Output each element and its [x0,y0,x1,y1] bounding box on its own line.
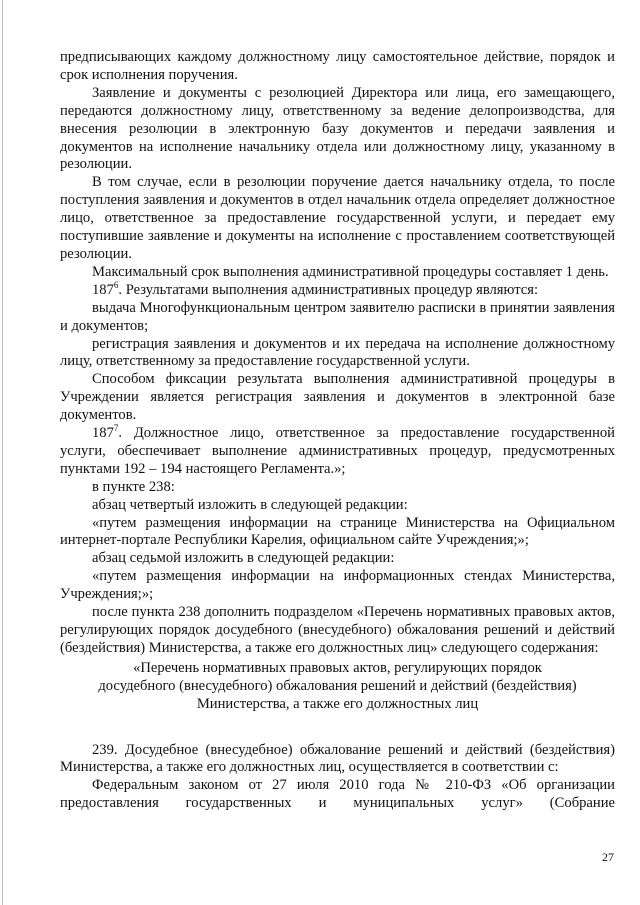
paragraph-text: «путем размещения информации на странице Министерства на Официальном интернет-портале Республики Карелия, официальном сайте Учреждения;»; [60,514,615,549]
paragraph-list-after [60,742,615,814]
paragraph [60,777,615,813]
paragraph-text: после пункта 238 дополнить подразделом «Перечень нормативных правовых актов, регулирующих порядок досудебного (внесудебного) обжалования решений и действий (бездействия) Министерства, а также его должностных лиц» следующего содержания: [60,604,615,656]
paragraph-text: абзац седьмой изложить в следующей редакции: [92,550,395,567]
paragraph-text: «путем размещения информации на информационных стендах Министерства, Учреждения;»; [60,568,615,603]
paragraph [60,174,615,264]
paragraph [60,425,615,479]
section-heading [60,660,615,714]
paragraph [60,49,615,85]
paragraph [60,479,615,497]
section-heading-line: досудебного (внесудебного) обжалования решений и действий (бездействия) [98,677,577,694]
document-body [60,49,615,813]
paragraph-text: Максимальный срок выполнения административной процедуры составляет 1 день. [92,263,609,280]
paragraph [60,497,615,515]
paragraph-text: В том случае, если в резолюции поручение дается начальнику отдела, то после поступления заявления и документов в отдел начальник отдела определяет должностное лицо, ответственное за предоставление государственной услуги, и передает ему поступившие заявление и документы на исполнение с проставлением соответствующей резолюции. [60,174,615,262]
paragraph [60,742,615,778]
paragraph-text: предписывающих каждому должностному лицу самостоятельное действие, порядок и срок исполнения поручения. [60,49,615,83]
paragraph-text: . Результатами выполнения административных процедур являются: [118,281,539,298]
clause-number: 187 [92,425,114,442]
clause-superscript: 6 [113,279,119,290]
paragraph-text: регистрация заявления и документов и их передача на исполнение должностному лицу, ответственному за предоставление государственной услуги. [60,335,615,370]
paragraph-text: абзац четвертый изложить в следующей редакции: [92,496,408,513]
paragraph [60,515,615,551]
paragraph [60,85,615,175]
paragraph [60,604,615,658]
paragraph [60,264,615,282]
page-number: 27 [602,850,614,864]
paragraph [60,550,615,568]
paragraph [60,279,615,300]
spacer [60,714,615,742]
paragraph-text: выдача Многофункциональным центром заявителю расписки в принятии заявления и документов; [60,299,615,334]
paragraph [60,300,615,336]
paragraph-text: Заявление и документы с резолюцией Директора или лица, его замещающего, передаются должностному лицу, ответственному за ведение делопроизводства, для внесения резолюции в электронную базу документов и передачи заявления и документов на исполнение начальнику отдела или должностному лицу, указанному в резолюции. [60,84,615,173]
paragraph [60,336,615,372]
paragraph-text: в пункте 238: [92,478,175,495]
paragraph-list [60,49,615,658]
paragraph-text: 239. Досудебное (внесудебное) обжалование решений и действий (бездействия) Министерства, а также его должностных лиц, осуществляется в соответствии с: [60,741,615,776]
paragraph-text: Федеральным законом от 27 июля 2010 года № 210-ФЗ «Об организации предоставления государственных и муниципальных услуг» (Собрание [60,777,615,812]
paragraph-text: . Должностное лицо, ответственное за предоставление государственной услуги, обеспечивает выполнение административных процедур, предусмотренных пунктами 192 – 194 настоящего Регламента.»; [60,425,615,477]
paragraph [60,568,615,604]
scan-edge-line [2,0,3,905]
clause-superscript: 7 [113,423,119,434]
paragraph-text: Способом фиксации результата выполнения административной процедуры в Учреждении является регистрация заявления и документов в электронной базе документов. [60,371,615,424]
section-heading-line: «Перечень нормативных правовых актов, регулирующих порядок [133,659,542,676]
paragraph [60,371,615,425]
clause-number: 187 [92,281,114,298]
section-heading-line: Министерства, а также его должностных лиц [196,695,479,712]
